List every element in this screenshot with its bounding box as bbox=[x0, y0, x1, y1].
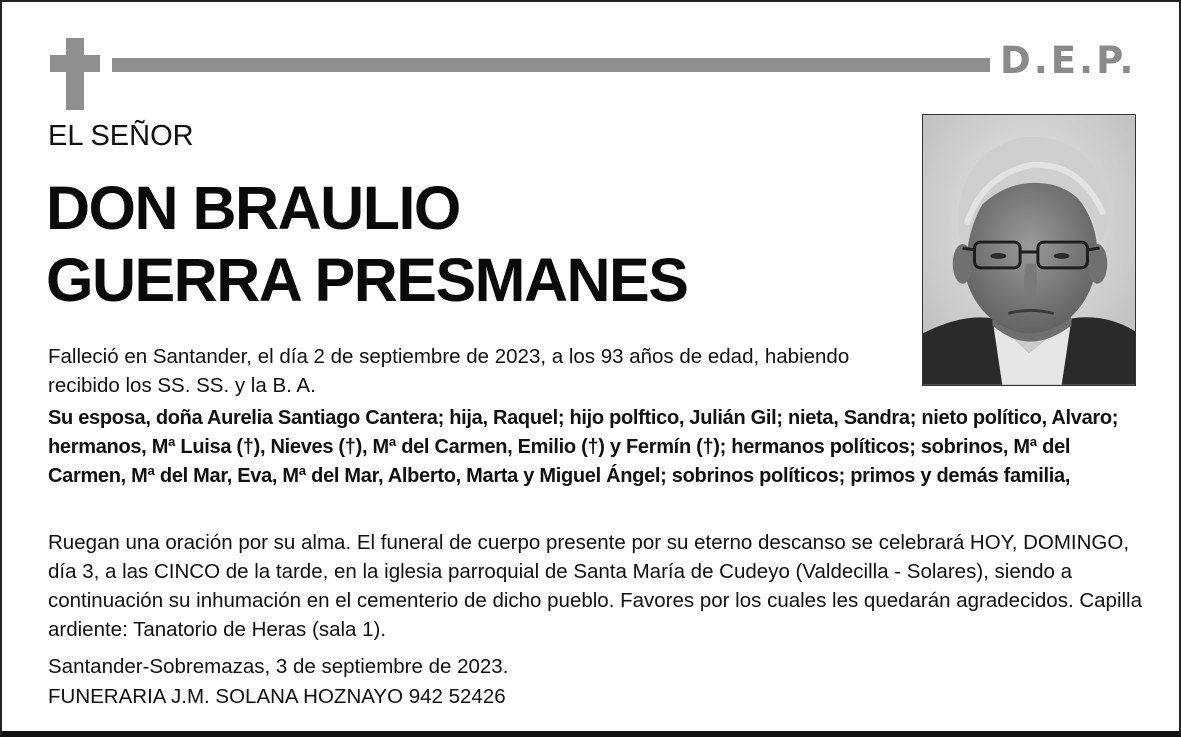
dep-label: D.E.P. bbox=[1000, 39, 1137, 82]
family-list: Su esposa, doña Aurelia Santiago Cantera; hija, Raquel; hijo polftico, Julián Gil; nieta, Sandra; nieto político, Alvaro; hermanos, Mª Luisa (†), Nieves (†), Mª del Carmen, Emilio (†) y Fermín (†); hermanos políticos; sobrinos, Mª del Carmen, Mª del Mar, Eva, Mª del Mar, Alberto, Marta y Miguel Ángel; sobrinos políticos; primos y demás familia, bbox=[48, 407, 1119, 487]
place-date: Santander-Sobremazas, 3 de septiembre de 2023. bbox=[48, 655, 509, 678]
cross-icon bbox=[50, 38, 100, 110]
header-rule bbox=[112, 58, 990, 72]
deceased-name bbox=[46, 172, 687, 316]
portrait-photo-icon bbox=[923, 115, 1135, 385]
portrait-photo bbox=[922, 114, 1136, 386]
name-line-1: DON BRAULIO bbox=[46, 174, 460, 242]
honorific: EL SEÑOR bbox=[48, 120, 194, 152]
death-notice: Falleció en Santander, el día 2 de septiembre de 2023, a los 93 años de edad, habiendo recibido los SS. SS. y la B. A. bbox=[48, 345, 850, 397]
funeral-details: Ruegan una oración por su alma. El funeral de cuerpo presente por su eterno descanso se celebrará HOY, DOMINGO, día 3, a las CINCO de la tarde, en la iglesia parroquial de Santa María de Cudeyo (Valdecilla - Solares), siendo a continuación su inhumación en el cementerio de dicho pueblo. Favores por los cuales les quedarán agradecidos. Capilla ardiente: Tanatorio de Heras (sala 1). bbox=[48, 531, 1143, 641]
name-line-2: GUERRA PRESMANES bbox=[46, 246, 688, 314]
funeral-home: FUNERARIA J.M. SOLANA HOZNAYO 942 52426 bbox=[48, 685, 506, 708]
